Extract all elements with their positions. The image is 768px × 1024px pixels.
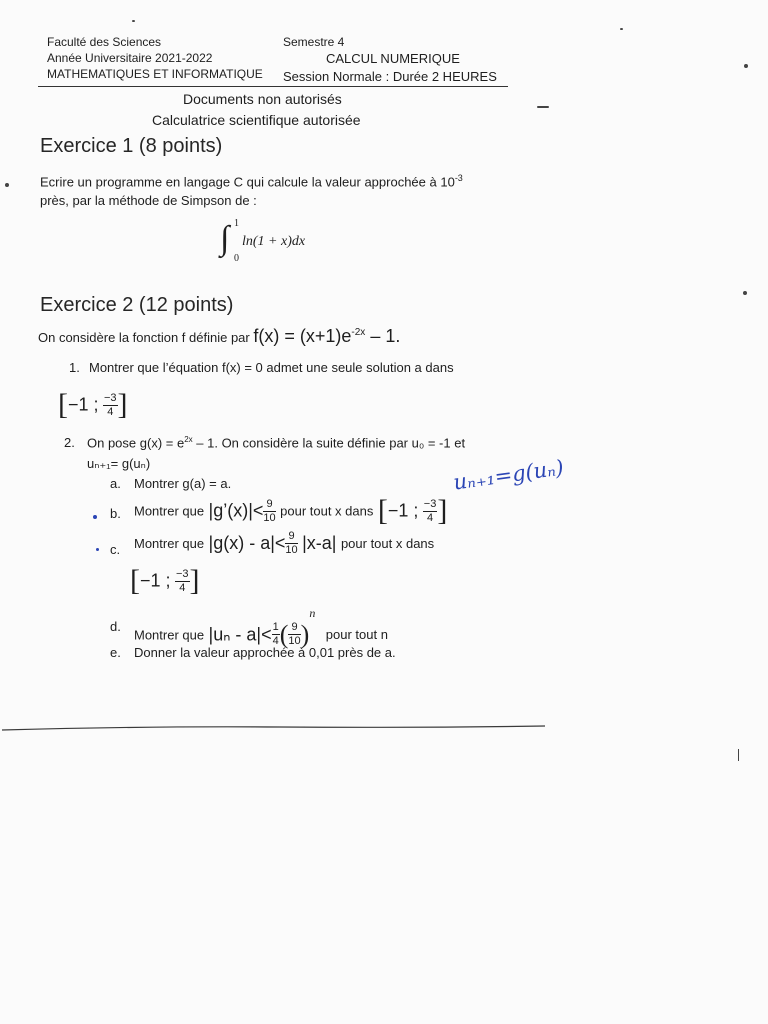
scan-speck: [620, 28, 623, 30]
scan-speck: [743, 291, 747, 295]
interval-den: 4: [427, 511, 434, 524]
scan-speck: [537, 106, 549, 108]
semester: Semestre 4: [283, 35, 345, 49]
scan-speck: [132, 20, 135, 22]
exercise2-intro-text: On considère la fonction f définie par: [38, 330, 250, 345]
interval-fraction: [103, 393, 118, 418]
exercise1-text-line2: près, par la méthode de Simpson de :: [40, 193, 257, 208]
department: MATHEMATIQUES ET INFORMATIQUE: [47, 67, 263, 81]
q2-exponent: 2x: [184, 435, 193, 444]
item-d: [134, 606, 388, 650]
function-expr: f(x) = (x+1)e: [253, 326, 352, 346]
item-a-text: Montrer g(a) = a.: [134, 476, 232, 491]
exercise2-intro: [38, 326, 400, 347]
integral-upper: 1: [234, 218, 239, 229]
item-c-post: pour tout x dans: [340, 536, 435, 551]
documents-rule: Documents non autorisés: [183, 91, 342, 107]
bracket-left: [: [130, 564, 140, 597]
item-a-label: a.: [110, 476, 121, 491]
item-c-label: c.: [110, 542, 121, 557]
interval-fraction: [423, 499, 438, 524]
handwritten-note: uₙ₊₁=g(uₙ): [451, 455, 566, 495]
item-d-fraction: [272, 622, 280, 647]
interval-num: −3: [175, 567, 189, 580]
exercise1-title: Exercice 1 (8 points): [40, 135, 223, 157]
item-c-pre: Montrer que: [134, 536, 205, 551]
bracket-right: ]: [189, 564, 200, 597]
q1-text: Montrer que l’équation f(x) = 0 admet une seule solution a dans: [89, 360, 454, 375]
exercise1-exponent: -3: [454, 173, 463, 183]
course-title: CALCUL NUMERIQUE: [326, 51, 460, 66]
item-d-inner-num: 9: [288, 622, 300, 635]
interval-c: [130, 564, 200, 598]
item-c-num: 9: [285, 531, 297, 544]
interval-left: −1 ;: [387, 500, 419, 521]
academic-year: Année Universitaire 2021-2022: [47, 51, 213, 65]
exercise1-text-line1: [40, 173, 463, 189]
item-d-den: 4: [272, 635, 279, 648]
q1-number: 1.: [69, 360, 80, 375]
integral-sign: ∫: [220, 220, 230, 257]
exercise1-text: Ecrire un programme en langage C qui calcule la valeur approchée à 10: [40, 174, 455, 190]
item-d-expr: |uₙ - a|<: [208, 624, 272, 645]
item-c-mid: |x-a|: [302, 533, 337, 553]
q2-line2: uₙ₊₁= g(uₙ): [87, 456, 151, 471]
scan-speck: [96, 548, 99, 551]
interval-q1: [58, 388, 128, 422]
q2-text-b: – 1. On considère la suite définie par u₀ = -1 et: [192, 435, 466, 451]
bottom-scan-line: [0, 716, 560, 736]
bracket-right: ]: [117, 388, 128, 421]
scan-speck: [738, 749, 739, 761]
item-d-num: 1: [272, 621, 279, 634]
item-b: [134, 494, 447, 528]
item-e-text: Donner la valeur approchée à 0,01 près de a.: [134, 645, 396, 660]
q2-line1: [87, 435, 465, 450]
interval-left: −1 ;: [140, 570, 171, 591]
function-exponent: -2x: [351, 327, 366, 338]
integral-lower: 0: [234, 253, 239, 264]
item-b-num: 9: [263, 499, 275, 512]
interval-num: −3: [423, 497, 437, 510]
function-def: [253, 326, 400, 346]
interval-left: −1 ;: [68, 394, 99, 415]
item-b-expr: |g’(x)|<: [208, 500, 264, 521]
function-end: – 1.: [365, 326, 401, 346]
integrand: ln(1 + x)dx: [242, 234, 306, 249]
item-b-fraction: [263, 499, 275, 524]
item-b-pre: Montrer que: [134, 503, 205, 519]
faculty-name: Faculté des Sciences: [47, 35, 162, 49]
interval-fraction: [175, 569, 190, 594]
item-c-expr: |g(x) - a|<: [208, 533, 286, 553]
interval-den: 4: [179, 581, 186, 594]
bracket-left: [: [377, 494, 388, 527]
interval-num: −3: [103, 391, 117, 404]
paren-close: ): [300, 619, 310, 649]
item-d-power: n: [309, 606, 316, 620]
item-c-den: 10: [285, 544, 298, 556]
exercise2-title: Exercice 2 (12 points): [40, 294, 234, 316]
bracket-right: ]: [437, 494, 448, 527]
q2-text-a: On pose g(x) = e: [87, 435, 185, 451]
item-e-label: e.: [110, 645, 121, 660]
paren-open: (: [279, 619, 289, 649]
calculator-rule: Calculatrice scientifique autorisée: [152, 112, 361, 128]
item-d-label: d.: [110, 619, 121, 634]
session-info: Session Normale : Durée 2 HEURES: [283, 69, 497, 84]
bracket-left: [: [58, 388, 68, 421]
q2-number: 2.: [64, 435, 75, 450]
item-d-pre: Montrer que: [134, 627, 205, 643]
item-b-label: b.: [110, 506, 121, 521]
item-b-den: 10: [263, 511, 276, 524]
item-d-inner-den: 10: [288, 635, 301, 648]
scan-speck: [744, 64, 748, 68]
interval-den: 4: [107, 405, 114, 418]
item-c: [134, 531, 434, 556]
item-c-fraction: [285, 531, 297, 556]
scan-speck: [93, 515, 97, 519]
item-b-post: pour tout x dans: [280, 503, 374, 519]
header-rule: [38, 86, 508, 87]
item-d-post: pour tout n: [325, 627, 388, 643]
scan-speck: [5, 183, 9, 187]
item-d-inner-fraction: [288, 622, 300, 647]
